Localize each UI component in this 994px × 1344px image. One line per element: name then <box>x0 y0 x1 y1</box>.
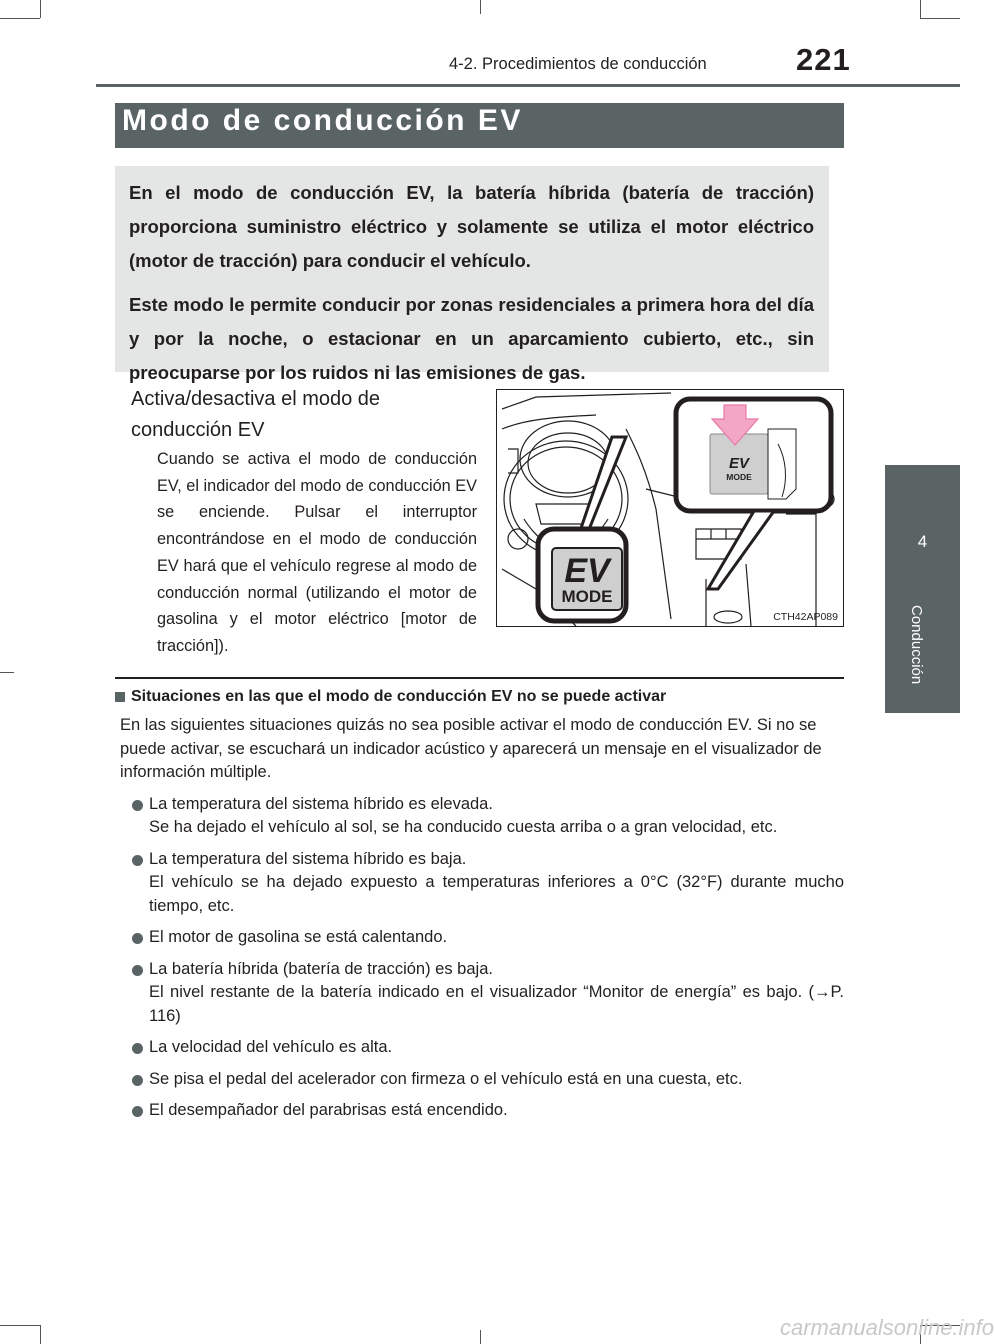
crop-mark <box>920 0 921 18</box>
ev-mode-switch-diagram <box>496 389 844 627</box>
circle-bullet-icon <box>132 933 143 944</box>
crop-mark <box>40 1325 41 1344</box>
watermark: carmanualsonline.info <box>780 1315 994 1340</box>
item-detail: El vehículo se ha dejado expuesto a temperaturas inferiores a 0°C (32°F) durante mucho tiempo, etc. <box>149 873 844 915</box>
list-item <box>115 1099 844 1123</box>
list-item <box>115 926 844 950</box>
toggle-description: Cuando se activa el modo de conducción EV, el indicador del modo de conducción EV se enciende. Pulsar el interruptor encontrándose en el modo de conducción EV hará que el vehículo regrese al modo de conducción normal (utilizando el motor de gasolina y el motor eléctrico [motor de tracción]). <box>157 450 477 655</box>
circle-bullet-icon <box>132 965 143 976</box>
intro-box <box>115 166 829 383</box>
chapter-label: Conducción <box>908 605 925 685</box>
figure-code: CTH42AP089 <box>773 611 838 623</box>
item-title: La batería híbrida (batería de tracción) es baja. <box>149 959 493 978</box>
crop-mark <box>920 18 960 19</box>
circle-bullet-icon <box>132 1075 143 1086</box>
large-mode-label: MODE <box>561 587 613 606</box>
crop-mark <box>0 672 14 673</box>
notes-heading-text: Situaciones en las que el modo de conducción EV no se puede activar <box>131 688 667 705</box>
intro-paragraph: Este modo le permite conducir por zonas residenciales a primera hora del día y por la noche, o estacionar en un aparcamiento cubierto, etc., sin preocuparse por los ruidos ni las emisiones de gas. <box>129 294 814 383</box>
item-title: La velocidad del vehículo es alta. <box>149 1038 393 1056</box>
square-bullet-icon <box>115 692 125 702</box>
crop-mark <box>40 0 41 18</box>
list-item <box>115 1036 844 1060</box>
chapter-number: 4 <box>917 532 928 551</box>
list-item <box>115 958 844 1029</box>
circle-bullet-icon <box>132 1043 143 1054</box>
small-ev-label: EV <box>728 455 750 472</box>
notes-section <box>115 688 844 1123</box>
crop-mark <box>0 18 40 19</box>
intro-paragraph: En el modo de conducción EV, la batería híbrida (batería de tracción) proporciona suministro eléctrico y solamente se utiliza el motor eléctrico (motor de tracción) para conducir el vehículo. <box>129 182 814 271</box>
item-title: La temperatura del sistema híbrido es elevada. <box>149 794 493 813</box>
notes-heading <box>115 688 844 706</box>
circle-bullet-icon <box>132 855 143 866</box>
crop-mark <box>0 1325 40 1326</box>
item-detail: El nivel restante de la batería indicado en el visualizador “Monitor de energía” es bajo. (→P. 116) <box>149 983 844 1025</box>
toggle-heading: Activa/desactiva el modo de conducción EV <box>131 388 381 441</box>
notes-list <box>115 793 844 1123</box>
notes-intro: En las siguientes situaciones quizás no sea posible activar el modo de conducción EV. Si no se puede activar, se escuchará un indicador acústico y aparecerá un mensaje en el visualizador de información múltiple. <box>120 716 822 781</box>
item-title: Se pisa el pedal del acelerador con firmeza o el vehículo está en una cuesta, etc. <box>149 1069 743 1088</box>
list-item <box>115 1068 844 1092</box>
circle-bullet-icon <box>132 1106 143 1117</box>
crop-mark <box>480 1330 481 1344</box>
circle-bullet-icon <box>132 800 143 811</box>
crop-mark <box>480 0 481 14</box>
item-title: La temperatura del sistema híbrido es baja. <box>149 849 467 868</box>
item-title: El desempañador del parabrisas está encendido. <box>149 1101 508 1119</box>
small-mode-label: MODE <box>726 472 752 482</box>
item-title: El motor de gasolina se está calentando. <box>149 928 448 946</box>
running-header-section: 4-2. Procedimientos de conducción <box>449 55 707 73</box>
section-title: Modo de conducción EV <box>122 104 523 137</box>
list-item <box>115 793 844 840</box>
list-item <box>115 848 844 919</box>
section-separator <box>115 677 844 679</box>
large-ev-label: EV <box>564 552 610 590</box>
item-detail: Se ha dejado el vehículo al sol, se ha conducido cuesta arriba o a gran velocidad, etc. <box>149 818 778 836</box>
page-number: 221 <box>796 42 851 77</box>
header-rule <box>96 84 960 87</box>
